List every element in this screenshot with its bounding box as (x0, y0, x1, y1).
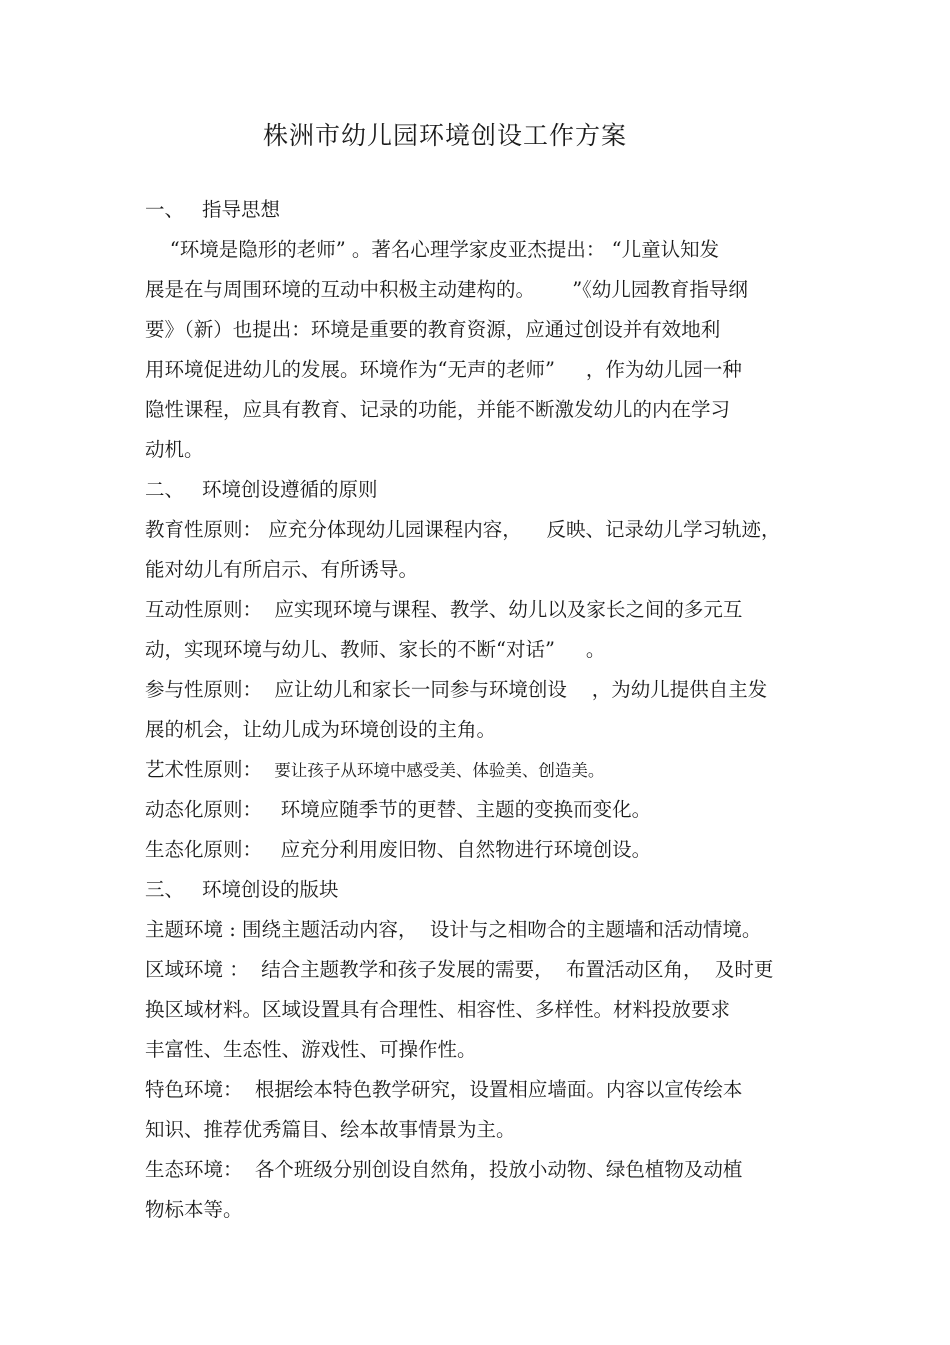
block-line: 换区域材料。区域设置具有合理性、相容性、多样性。材料投放要求 (145, 998, 731, 1021)
art-principle-label: 艺术性原则： (145, 758, 275, 781)
principle-line: 展的机会，让幼儿成为环境创设的主角。 (145, 718, 497, 741)
paragraph-line: 动机。 (145, 438, 204, 461)
art-principle-text: 要让孩子从环境中感受美、体验美、创造美。 (274, 761, 605, 780)
paragraph-line: 要》（新）也提出：环境是重要的教育资源，应通过创设并有效地利 (145, 318, 721, 341)
section-heading-2 (145, 477, 378, 503)
principle-line: 动，实现环境与幼儿、教师、家长的不断“对话” 。 (145, 638, 606, 661)
section-title-1: 指导思想 (202, 198, 281, 221)
principle-line: 能对幼儿有所启示、有所诱导。 (145, 558, 419, 581)
document-title: 株洲市幼儿园环境创设工作方案 (262, 121, 627, 150)
principle-line: 参与性原则： 应让幼儿和家长一同参与环境创设 ，为幼儿提供自主发 (145, 678, 768, 701)
block-line: 物标本等。 (145, 1198, 243, 1221)
paragraph-line: 展是在与周围环境的互动中积极主动建构的。 ”《幼儿园教育指导纲 (145, 278, 748, 301)
section-number-2: 二、 (145, 478, 185, 501)
principle-line: 生态化原则： 应充分利用废旧物、自然物进行环境创设。 (145, 838, 652, 861)
block-line: 特色环境： 根据绘本特色教学研究，设置相应墙面。内容以宣传绘本 (145, 1078, 743, 1101)
paragraph-line: “环境是隐形的老师” 。著名心理学家皮亚杰提出： “儿童认知发 (145, 238, 720, 261)
block-line: 主题环境 : 围绕主题活动内容， 设计与之相吻合的主题墙和活动情境。 (145, 918, 762, 941)
principle-line: 互动性原则： 应实现环境与课程、教学、幼儿以及家长之间的多元互 (145, 598, 743, 621)
block-line: 区域环境 ： 结合主题教学和孩子发展的需要， 布置活动区角， 及时更 (145, 958, 774, 981)
block-line: 知识、推荐优秀篇目、绘本故事情景为主。 (145, 1118, 516, 1141)
paragraph-line: 隐性课程，应具有教育、记录的功能，并能不断激发幼儿的内在学习 (145, 398, 731, 421)
section-title-3: 环境创设的版块 (202, 878, 339, 901)
section-number-3: 三、 (145, 878, 185, 901)
section-heading-1 (145, 197, 280, 223)
principle-line: 教育性原则： 应充分体现幼儿园课程内容， 反映、记录幼儿学习轨迹， (145, 518, 781, 541)
section-number-1: 一、 (145, 198, 185, 221)
section-title-2: 环境创设遵循的原则 (202, 478, 378, 501)
section-heading-3 (145, 877, 339, 903)
principle-line: 动态化原则： 环境应随季节的更替、主题的变换而变化。 (145, 798, 652, 821)
block-line: 生态环境： 各个班级分别创设自然角，投放小动物、绿色植物及动植 (145, 1158, 743, 1181)
principle-line-art (145, 757, 604, 784)
paragraph-line: 用环境促进幼儿的发展。环境作为“无声的老师” ，作为幼儿园一种 (145, 358, 742, 381)
block-line: 丰富性、生态性、游戏性、可操作性。 (145, 1038, 477, 1061)
